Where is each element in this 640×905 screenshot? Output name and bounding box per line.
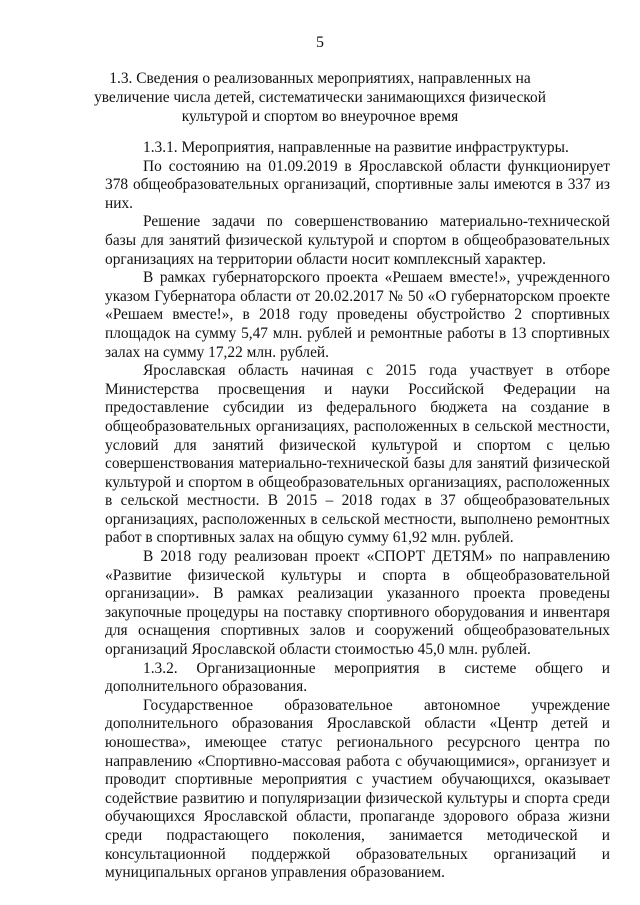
page-number: 5 <box>316 34 324 51</box>
subsection-heading-1-3-2: 1.3.2. Организационные мероприятия в системе общего и дополнительного образования. <box>105 659 610 696</box>
paragraph-federal-subsidy: Ярославская область начиная с 2015 года участвует в отборе Министерства просвещения и науки Российской Федерации на предоставление субсидии из федерального бюджета на создание в общеобразовательных организациях, расположенных в сельской местности, условий для занятий физической культурой и спортом с целью совершенствования материально-технической базы для занятий физической культурой и спортом в общеобразовательных организациях, расположенных в сельской местности. В 2015 – 2018 годах в 37 общеобразовательных организациях, расположенных в сельской местности, выполнено ремонтных работ в спортивных залах на общую сумму 61,92 млн. рублей. <box>105 362 610 547</box>
paragraph-schools-count: По состоянию на 01.09.2019 в Ярославской области функционирует 378 общеобразовательных организаций, спортивные залы имеются в 337 из них. <box>105 157 610 212</box>
section-heading: 1.3. Сведения о реализованных мероприятиях, направленных на увеличение числа детей, систематически занимающихся физической культурой и спортом во внеурочное время <box>94 70 546 125</box>
paragraph-governor-project: В рамках губернаторского проекта «Решаем вместе!», учрежденного указом Губернатора области от 20.02.2017 № 50 «О губернаторском проекте «Решаем вместе!», в 2018 году проведены обустройство 2 спортивных площадок на сумму 5,47 млн. рублей и ремонтные работы в 13 спортивных залах на сумму 17,22 млн. рублей. <box>105 269 610 361</box>
paragraph-sport-for-children: В 2018 году реализован проект «СПОРТ ДЕТЯМ» по направлению «Развитие физической культуры и спорта в общеобразовательной организации». В рамках реализации указанного проекта проведены закупочные процедуры на поставку спортивного оборудования и инвентаря для оснащения спортивных залов и сооружений общеобразовательных организаций Ярославской области стоимостью 45,0 млн. рублей. <box>105 548 610 659</box>
paragraph-material-base: Решение задачи по совершенствованию материально-технической базы для занятий физической культурой и спортом в общеобразовательных организациях на территории области носит комплексный характер. <box>105 213 610 268</box>
paragraph-youth-center: Государственное образовательное автономное учреждение дополнительного образования Ярославской области «Центр детей и юношества», имеющее статус регионального ресурсного центра по направлению «Спортивно-массовая работа с обучающимися», организует и проводит спортивные мероприятия с участием обучающихся, оказывает содействие развитию и популяризации физической культуры и спорта среди обучающихся Ярославской области, пропаганде здорового образа жизни среди подрастающего поколения, занимается методической и консультационной поддержкой образовательных организаций и муниципальных органов управления образованием. <box>105 696 610 882</box>
subsection-heading-1-3-1: 1.3.1. Мероприятия, направленные на развитие инфраструктуры. <box>143 139 569 156</box>
document-body <box>105 139 610 883</box>
